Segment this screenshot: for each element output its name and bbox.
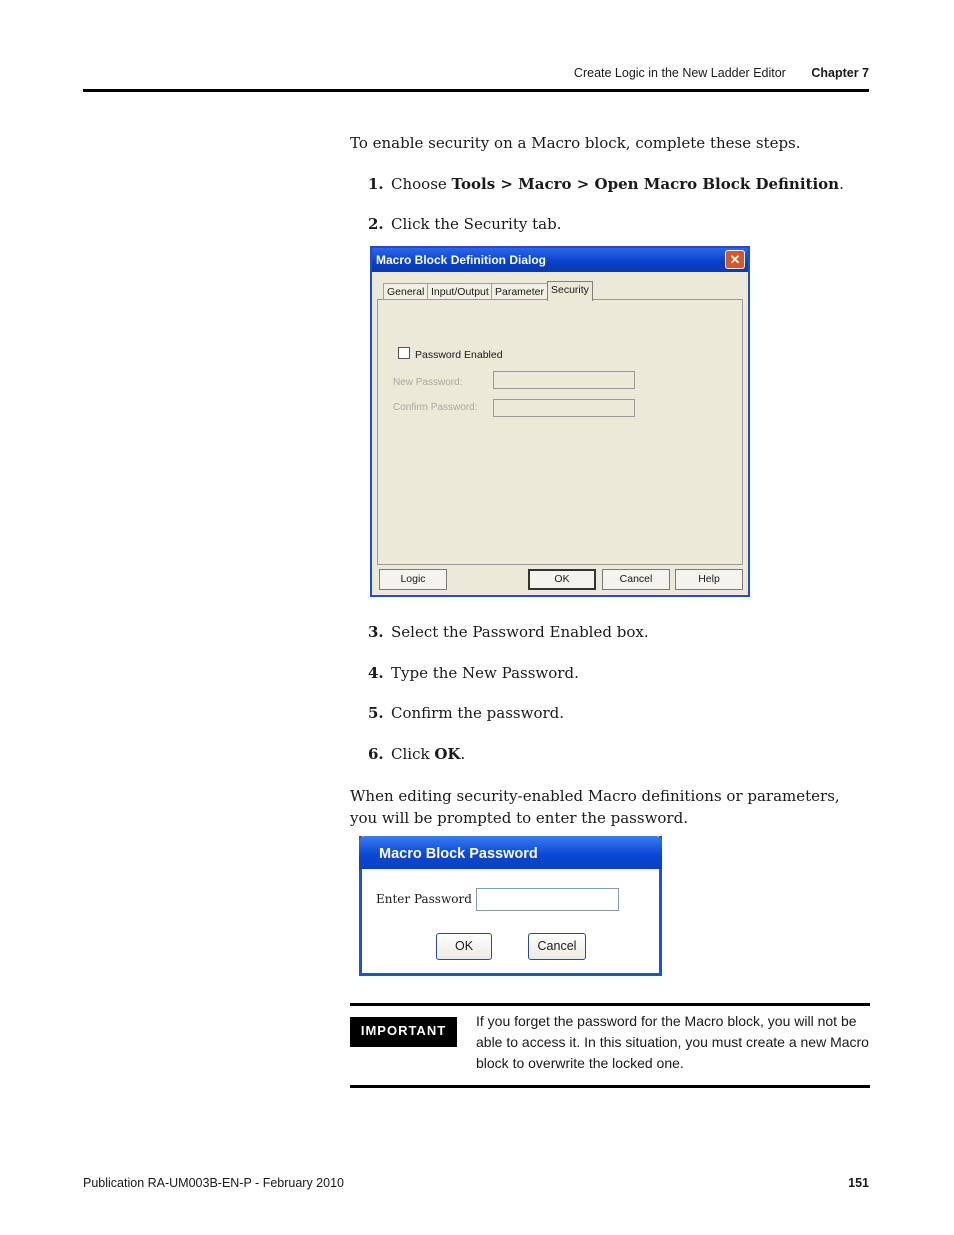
important-top-rule: [350, 1003, 870, 1006]
ok-button[interactable]: OK: [528, 569, 596, 590]
tab-general[interactable]: General: [383, 283, 428, 300]
password-enabled-row[interactable]: [398, 347, 503, 361]
step-6: 6. Click OK.: [368, 745, 466, 763]
section-title: Create Logic in the New Ladder Editor: [573, 66, 786, 80]
security-tab-panel: [377, 299, 743, 565]
step-1: 1. Choose Tools > Macro > Open Macro Block Definition.: [368, 175, 844, 193]
tab-security[interactable]: Security: [547, 281, 593, 301]
enter-password-label: Enter Password: [376, 892, 472, 906]
important-bottom-rule: [350, 1085, 870, 1088]
password-prompt-paragraph: When editing security-enabled Macro definitions or parameters, you will be prompted to enter the password.: [350, 787, 840, 827]
enter-password-input[interactable]: [476, 888, 619, 911]
macro-block-definition-dialog: [370, 246, 750, 597]
step-2: 2. Click the Security tab.: [368, 215, 562, 233]
tab-parameter[interactable]: Parameter: [491, 283, 548, 300]
confirm-password-label: Confirm Password:: [393, 402, 478, 413]
logic-button[interactable]: Logic: [379, 569, 447, 590]
dialog-title: Macro Block Definition Dialog: [376, 253, 547, 267]
close-icon[interactable]: ✕: [725, 250, 745, 269]
password-ok-button[interactable]: OK: [436, 933, 492, 960]
cancel-button[interactable]: Cancel: [602, 569, 670, 590]
password-cancel-button[interactable]: Cancel: [528, 933, 586, 960]
password-dialog-title: Macro Block Password: [359, 836, 662, 869]
publication-info: Publication RA-UM003B-EN-P - February 2010: [83, 1176, 344, 1190]
confirm-password-field[interactable]: [493, 399, 635, 417]
new-password-field[interactable]: [493, 371, 635, 389]
important-label: IMPORTANT: [350, 1017, 457, 1047]
page-number: 151: [848, 1176, 869, 1190]
intro-text: To enable security on a Macro block, complete these steps.: [350, 134, 801, 152]
password-enabled-label: Password Enabled: [415, 349, 503, 361]
dialog-titlebar: [372, 248, 748, 272]
header-rule: [83, 89, 869, 92]
tab-input-output[interactable]: Input/Output: [427, 283, 493, 300]
help-button[interactable]: Help: [675, 569, 743, 590]
step-5: 5. Confirm the password.: [368, 704, 565, 722]
new-password-label: New Password:: [393, 377, 463, 388]
password-enabled-checkbox[interactable]: [398, 347, 410, 359]
running-header: [574, 66, 869, 80]
chapter-label: Chapter 7: [811, 66, 869, 80]
step-3: 3. Select the Password Enabled box.: [368, 623, 649, 641]
important-text: If you forget the password for the Macro block, you will not be able to access it. In this situation, you must create a new Macro block to overwrite the locked one.: [476, 1013, 869, 1071]
macro-block-password-dialog: [359, 836, 662, 976]
menu-path: Tools > Macro > Open Macro Block Definition: [451, 175, 840, 193]
step-4: 4. Type the New Password.: [368, 664, 579, 682]
